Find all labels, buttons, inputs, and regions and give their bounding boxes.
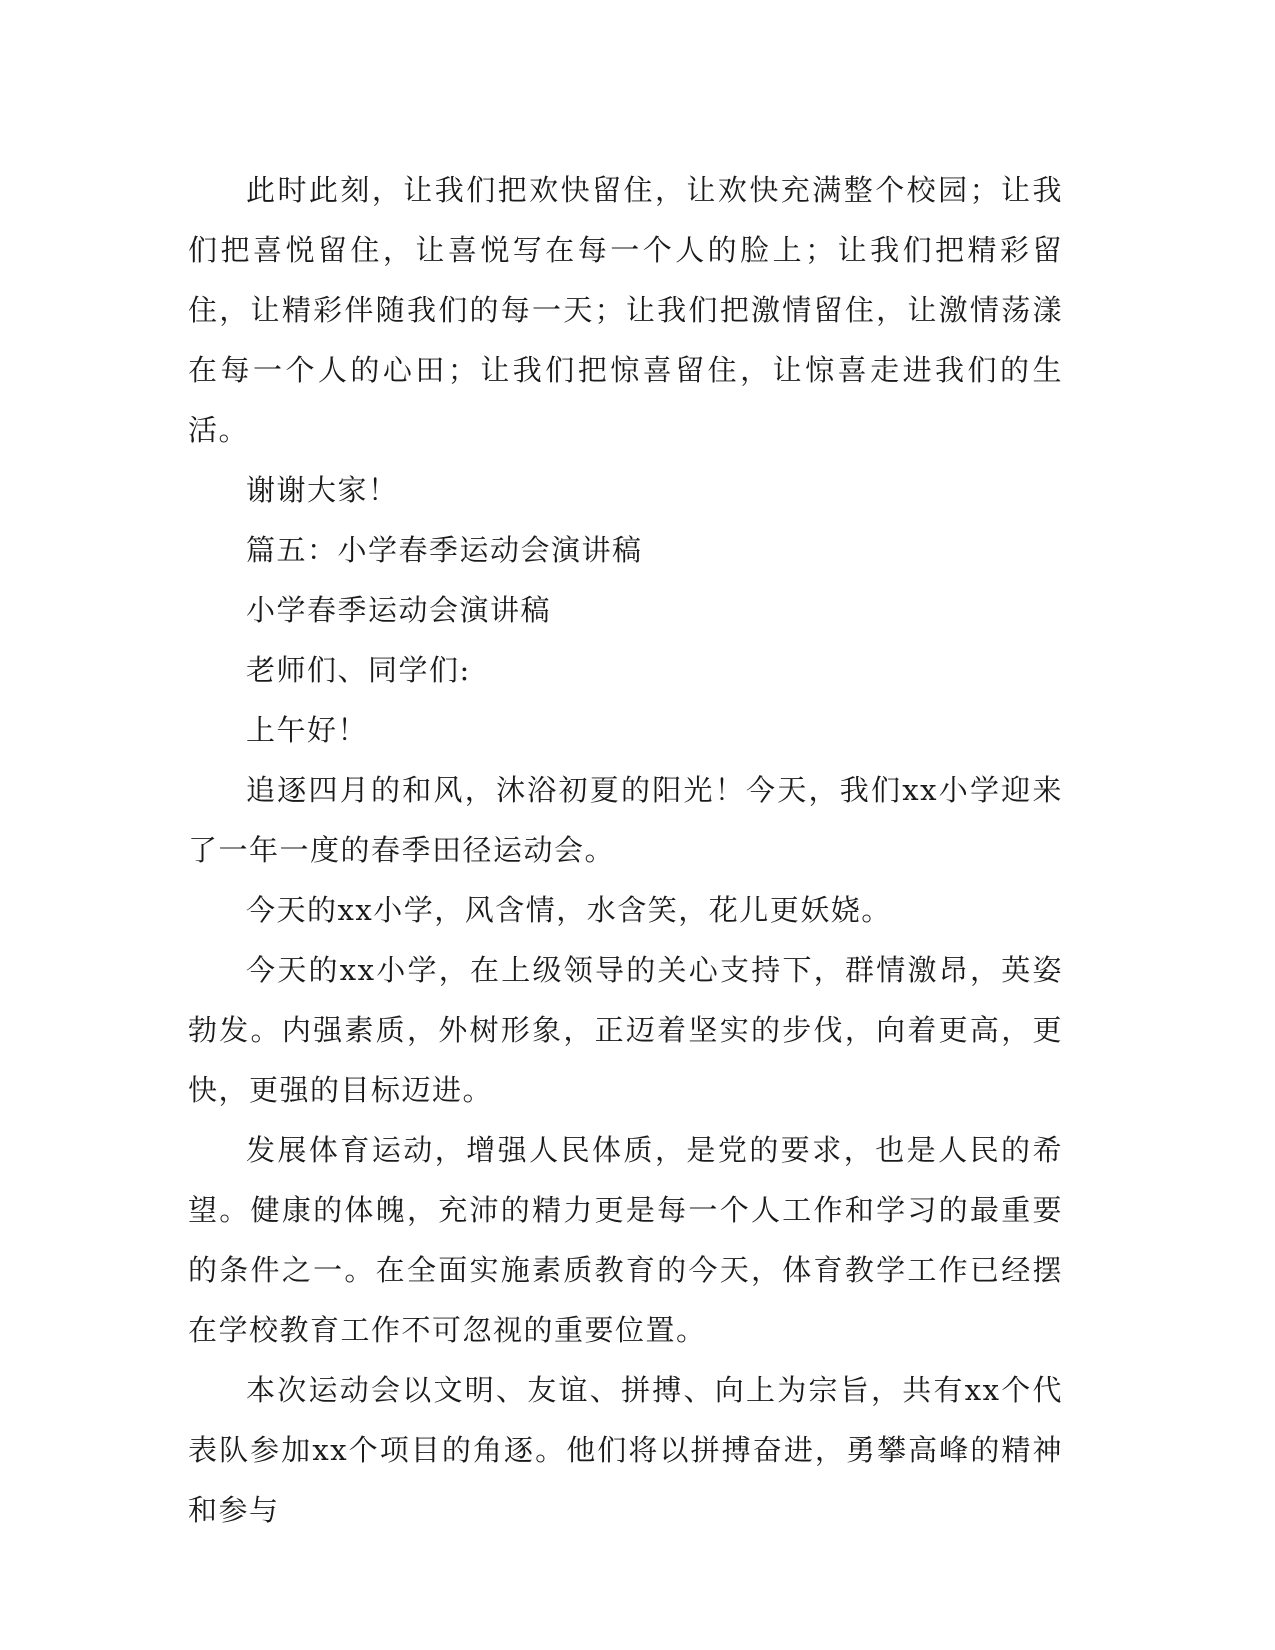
paragraph-opening: 追逐四月的和风，沐浴初夏的阳光！今天，我们xx小学迎来了一年一度的春季田径运动会。 bbox=[188, 773, 1063, 867]
paragraph-thanks: 谢谢大家！ bbox=[246, 473, 399, 507]
section-heading: 篇五：小学春季运动会演讲稿 bbox=[246, 533, 643, 567]
paragraph-meet-purpose: 本次运动会以文明、友谊、拼搏、向上为宗旨，共有xx个代表队参加xx个项目的角逐。他们将以拼搏奋进，勇攀高峰的精神和参与 bbox=[188, 1373, 1063, 1527]
paragraph-school-progress: 今天的xx小学，在上级领导的关心支持下，群情激昂，英姿勃发。内强素质，外树形象，正迈着坚实的步伐，向着更高，更快，更强的目标迈进。 bbox=[188, 953, 1063, 1107]
paragraph-school-mood: 今天的xx小学，风含情，水含笑，花儿更妖娆。 bbox=[246, 893, 892, 927]
document-body bbox=[188, 160, 1063, 1540]
salutation: 老师们、同学们: bbox=[246, 653, 471, 687]
paragraph-closing-wishes: 此时此刻，让我们把欢快留住，让欢快充满整个校园；让我们把喜悦留住，让喜悦写在每一个人的脸上；让我们把精彩留住，让精彩伴随我们的每一天；让我们把激情留住，让激情荡漾在每一个人的心田；让我们把惊喜留住，让惊喜走进我们的生活。 bbox=[188, 173, 1063, 447]
speech-title: 小学春季运动会演讲稿 bbox=[246, 593, 552, 627]
greeting: 上午好！ bbox=[246, 713, 369, 747]
paragraph-sports-importance: 发展体育运动，增强人民体质，是党的要求，也是人民的希望。健康的体魄，充沛的精力更是每一个人工作和学习的最重要的条件之一。在全面实施素质教育的今天，体育教学工作已经摆在学校教育工作不可忽视的重要位置。 bbox=[188, 1133, 1063, 1347]
